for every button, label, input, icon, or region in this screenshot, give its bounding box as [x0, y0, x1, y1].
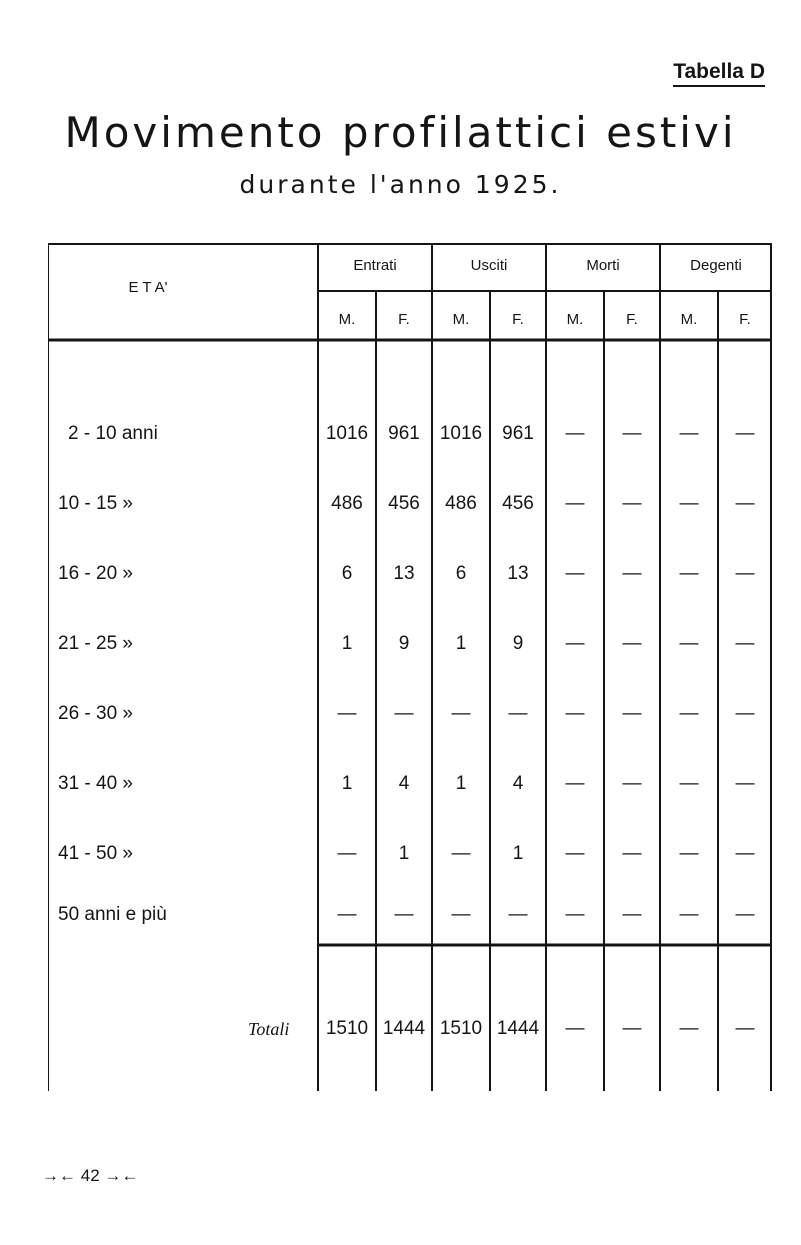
degenti-m-value: —: [679, 493, 699, 514]
morti-m-value: —: [565, 773, 585, 794]
age-label: 50 anni e più: [58, 904, 167, 925]
usciti-m-value: 486: [445, 493, 477, 514]
group-header-morti: Morti: [586, 257, 620, 274]
entrati-m-value: 6: [341, 563, 353, 584]
degenti-f-value: —: [735, 423, 755, 444]
usciti-f-value: 456: [502, 493, 534, 514]
page-subtitle: durante l'anno 1925.: [239, 170, 562, 199]
morti-m-value: —: [565, 423, 585, 444]
degenti-m-value: —: [679, 904, 699, 925]
usciti-f-value: 1: [512, 843, 524, 864]
sub-header-usciti-m: M.: [452, 311, 470, 328]
morti-f-value: —: [622, 773, 642, 794]
usciti-m-value: —: [451, 703, 471, 724]
degenti-f-value: —: [735, 633, 755, 654]
degenti-m-value: —: [679, 773, 699, 794]
usciti-f-value: 4: [512, 773, 524, 794]
usciti-m-total: 1510: [439, 1018, 483, 1039]
data-table: [48, 243, 772, 1091]
usciti-f-value: 13: [507, 563, 529, 584]
entrati-m-value: 1: [341, 773, 353, 794]
ornament-left-icon: →←: [42, 1166, 76, 1185]
sub-header-entrati-m: M.: [338, 311, 356, 328]
age-label: 2 - 10 anni: [68, 423, 158, 444]
age-label: 26 - 30 »: [58, 703, 133, 724]
morti-m-value: —: [565, 563, 585, 584]
morti-m-value: —: [565, 493, 585, 514]
usciti-f-value: 9: [512, 633, 524, 654]
page-footer: [42, 1166, 138, 1186]
usciti-m-value: —: [451, 843, 471, 864]
sub-header-degenti-m: M.: [680, 311, 698, 328]
sub-header-entrati-f: F.: [398, 311, 410, 328]
morti-f-value: —: [622, 563, 642, 584]
age-column-header: E T A': [128, 279, 168, 296]
usciti-f-value: —: [508, 703, 528, 724]
degenti-m-value: —: [679, 843, 699, 864]
entrati-m-value: —: [337, 703, 357, 724]
entrati-f-value: 1: [398, 843, 410, 864]
page-title: Movimento profilattici estivi: [64, 108, 737, 157]
entrati-m-value: 1: [341, 633, 353, 654]
sub-header-morti-m: M.: [566, 311, 584, 328]
usciti-m-value: 1016: [439, 423, 483, 444]
morti-f-value: —: [622, 423, 642, 444]
age-label: 10 - 15 »: [58, 493, 133, 514]
morti-f-value: —: [622, 904, 642, 925]
entrati-f-value: 9: [398, 633, 410, 654]
degenti-f-value: —: [735, 563, 755, 584]
degenti-f-value: —: [735, 773, 755, 794]
morti-f-value: —: [622, 843, 642, 864]
usciti-f-value: 961: [502, 423, 534, 444]
table-label: Tabella D: [673, 60, 765, 87]
entrati-m-total: 1510: [325, 1018, 369, 1039]
table-grid: [48, 243, 772, 1091]
entrati-m-value: —: [337, 904, 357, 925]
group-header-usciti: Usciti: [470, 257, 508, 274]
entrati-f-value: 13: [393, 563, 415, 584]
sub-header-degenti-f: F.: [739, 311, 751, 328]
morti-f-value: —: [622, 633, 642, 654]
degenti-f-total: —: [735, 1018, 755, 1039]
morti-f-total: —: [622, 1018, 642, 1039]
degenti-m-value: —: [679, 563, 699, 584]
group-header-degenti: Degenti: [690, 257, 742, 274]
entrati-m-value: 1016: [325, 423, 369, 444]
usciti-f-total: 1444: [496, 1018, 540, 1039]
degenti-m-total: —: [679, 1018, 699, 1039]
totals-label: Totali: [248, 1019, 290, 1039]
entrati-f-value: 4: [398, 773, 410, 794]
entrati-f-value: —: [394, 904, 414, 925]
usciti-m-value: 1: [455, 633, 467, 654]
morti-f-value: —: [622, 493, 642, 514]
degenti-m-value: —: [679, 633, 699, 654]
degenti-m-value: —: [679, 423, 699, 444]
age-label: 16 - 20 »: [58, 563, 133, 584]
sub-header-morti-f: F.: [626, 311, 638, 328]
degenti-f-value: —: [735, 904, 755, 925]
group-header-entrati: Entrati: [353, 257, 397, 274]
morti-m-value: —: [565, 904, 585, 925]
entrati-f-value: —: [394, 703, 414, 724]
age-label: 41 - 50 »: [58, 843, 133, 864]
degenti-f-value: —: [735, 843, 755, 864]
entrati-f-total: 1444: [382, 1018, 426, 1039]
entrati-m-value: 486: [331, 493, 363, 514]
age-label: 31 - 40 »: [58, 773, 133, 794]
degenti-f-value: —: [735, 493, 755, 514]
morti-m-value: —: [565, 633, 585, 654]
morti-m-total: —: [565, 1018, 585, 1039]
usciti-f-value: —: [508, 904, 528, 925]
morti-m-value: —: [565, 703, 585, 724]
degenti-f-value: —: [735, 703, 755, 724]
degenti-m-value: —: [679, 703, 699, 724]
sub-header-usciti-f: F.: [512, 311, 524, 328]
morti-m-value: —: [565, 843, 585, 864]
usciti-m-value: 1: [455, 773, 467, 794]
ornament-right-icon: →←: [104, 1166, 139, 1185]
page-number: 42: [80, 1166, 100, 1185]
entrati-f-value: 961: [388, 423, 420, 444]
usciti-m-value: —: [451, 904, 471, 925]
entrati-f-value: 456: [388, 493, 420, 514]
entrati-m-value: —: [337, 843, 357, 864]
morti-f-value: —: [622, 703, 642, 724]
age-label: 21 - 25 »: [58, 633, 133, 654]
usciti-m-value: 6: [455, 563, 467, 584]
